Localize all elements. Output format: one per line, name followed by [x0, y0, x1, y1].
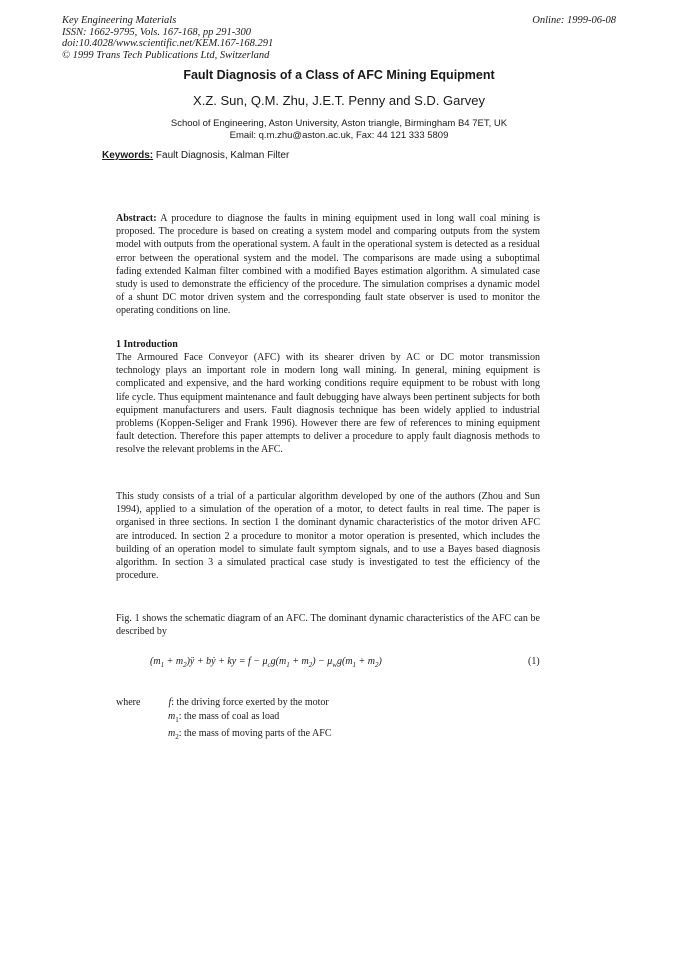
intro-paragraph-3: Fig. 1 shows the schematic diagram of an AFC. The dominant dynamic characteristics of the AFC can be described by: [116, 613, 540, 638]
section-heading-introduction: 1 Introduction: [116, 339, 178, 350]
keywords-text: Fault Diagnosis, Kalman Filter: [155, 150, 290, 161]
abstract-label: Abstract:: [116, 213, 157, 224]
where-word: where: [116, 697, 141, 708]
contact-info: Email: q.m.zhu@aston.ac.uk, Fax: 44 121 333 5809: [229, 129, 449, 141]
affiliation: School of Engineering, Aston University, Aston triangle, Birmingham B4 7ET, UK: [170, 118, 508, 129]
keywords-label: Keywords:: [102, 150, 154, 161]
f-description: : the driving force exerted by the motor: [171, 697, 329, 708]
doi-line[interactable]: doi:10.4028/www.scientific.net/KEM.167-168.291: [62, 38, 274, 50]
definition-m1: $m_1$: the mass of coal as load: [168, 711, 280, 724]
m1-description: : the mass of coal as load: [178, 711, 280, 722]
variable-definitions: [116, 696, 332, 744]
online-date: Online: 1999-06-08: [532, 15, 616, 26]
author-list: X.Z. Sun, Q.M. Zhu, J.E.T. Penny and S.D. Garvey: [193, 93, 485, 108]
equation-number: (1): [528, 656, 540, 667]
definition-m2: $m_2$: the mass of moving parts of the AFC: [168, 728, 332, 741]
intro-paragraph-1: The Armoured Face Conveyor (AFC) with its shearer driven by AC or DC motor transmission technology plays an important role in modern long wall mining. In general, mining equipment is complicated and expensive, and the hard working conditions require equipment to be robust with long life cycle. Thus equipment maintenance and fault debugging have always been pertinent subjects for both equipment manufacturers and users. Fault diagnosis technique has been widely applied to industrial problems (Koppen-Seliger and Frank 1996). However there are few of references to mining equipment fault detection. Therefore this paper attempts to deliver a procedure to apply fault diagnosis methods to resolve the relevant problems in the AFC.: [116, 352, 540, 456]
paper-title: Fault Diagnosis of a Class of AFC Mining Equipment: [183, 68, 495, 82]
issn-line: ISSN: 1662-9795, Vols. 167-168, pp 291-300: [62, 26, 251, 38]
abstract-text: A procedure to diagnose the faults in mining equipment used in long wall coal mining is proposed. The procedure is based on creating a system model and comparing outputs from the system model with outputs from the operational system. A fault in the operational system is detected as a residual error between the operational system and the model. The comparisons are made using a suboptimal fading extended Kalman filter combined with a modified Bayes estimation algorithm. A simulated case study is used to demonstrate the efficiency of the procedure. The simulation comprises a dynamic model of a shunt DC motor driven system and the corresponding fault state observer is used to monitor the operating conditions on line.: [116, 213, 540, 317]
abstract: [116, 212, 540, 318]
keywords: [102, 150, 289, 161]
intro-paragraph-2: This study consists of a trial of a particular algorithm developed by one of the authors (Zhou and Sun 1994), applied to a simulation of the operation of a motor, to detect faults in real time. The paper is organised in three sections. In section 1 the dominant dynamic characteristics of the motor driven AFC are introduced. In section 2 a procedure to monitor a motor operation is presented, which includes the building of an operation model to simulate fault symptom signals, and to use a Bayes based diagnosis algorithm. In section 3 a simulated practical case study is investigated to test the efficiency of the procedure.: [116, 491, 540, 582]
journal-name: Key Engineering Materials: [62, 15, 177, 26]
copyright-line: © 1999 Trans Tech Publications Ltd, Switzerland: [62, 49, 270, 61]
affiliation-block: [0, 118, 678, 141]
definition-f: where f: the driving force exerted by the motor: [116, 697, 329, 708]
equation-1: ($m_1$ + $m_2)ÿ$ + bẏ + ky = $f - \mu_cg(m_1 + m_2) - \mu_wg(m_1 + m_2)$: [150, 656, 382, 669]
m2-description: : the mass of moving parts of the AFC: [178, 728, 332, 739]
publication-meta: [62, 15, 273, 61]
